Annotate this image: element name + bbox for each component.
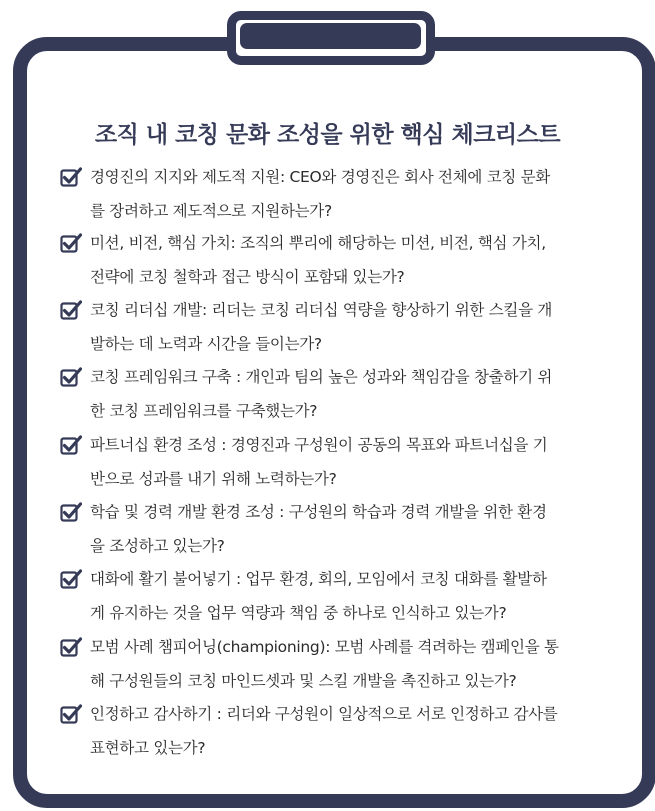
clipboard-clip-bar xyxy=(240,23,421,49)
checked-box-icon xyxy=(60,636,82,658)
checked-box-icon xyxy=(60,299,82,321)
checklist-item-text-line1: 경영진의 지지와 제도적 지원: CEO와 경영진은 회사 전체에 코칭 문화 xyxy=(90,168,550,186)
checklist-item-text-line1: 인정하고 감사하기 : 리더와 구성원이 일상적으로 서로 인정하고 감사를 xyxy=(90,705,558,723)
checked-box-icon xyxy=(60,166,82,188)
checked-box-icon xyxy=(60,434,82,456)
checklist-item-text-line2: 를 장려하고 제도적으로 지원하는가? xyxy=(90,202,332,220)
checklist-item-text-line2: 해 구성원들의 코칭 마인드셋과 및 스킬 개발을 촉진하고 있는가? xyxy=(90,672,517,690)
checklist-item-text-line2: 표현하고 있는가? xyxy=(90,739,206,757)
checked-box-icon xyxy=(60,232,82,254)
checklist-item xyxy=(60,360,600,428)
page-title: 조직 내 코칭 문화 조성을 위한 핵심 체크리스트 xyxy=(94,122,561,148)
checklist-item-text-line1: 학습 및 경력 개발 환경 조성 : 구성원의 학습과 경력 개발을 위한 환경 xyxy=(90,503,547,521)
checklist-item xyxy=(60,697,600,765)
checklist-item-text-line1: 코칭 리더십 개발: 리더는 코칭 리더십 역량을 향상하기 위한 스킬을 개 xyxy=(90,301,553,319)
checklist-item-text-line2: 한 코칭 프레임워크를 구축했는가? xyxy=(90,402,318,420)
checklist-item-text-line2: 을 조성하고 있는가? xyxy=(90,537,225,555)
checked-box-icon xyxy=(60,703,82,725)
checklist-item-text-line2: 반으로 성과를 내기 위해 노력하는가? xyxy=(90,470,337,488)
checklist-item-text-line1: 파트너십 환경 조성 : 경영진과 구성원이 공동의 목표와 파트너십을 기 xyxy=(90,436,548,454)
checklist-item-text-line2: 게 유지하는 것을 업무 역량과 책임 중 하나로 인식하고 있는가? xyxy=(90,604,507,622)
checklist-item-text-line1: 대화에 활기 불어넣기 : 업무 환경, 회의, 모임에서 코칭 대화를 활발하 xyxy=(90,570,547,588)
checked-box-icon xyxy=(60,568,82,590)
checklist-item xyxy=(60,495,600,563)
checklist-item-text-line1: 모범 사례 챔피어닝(championing): 모범 사례를 격려하는 캠페인을 통 xyxy=(90,638,559,656)
checklist-item-text-line2: 전략에 코칭 철학과 접근 방식이 포함돼 있는가? xyxy=(90,268,405,286)
checklist-item xyxy=(60,428,600,496)
checked-box-icon xyxy=(60,501,82,523)
checklist-item xyxy=(60,630,600,698)
checked-box-icon xyxy=(60,366,82,388)
checklist-item xyxy=(60,562,600,630)
checklist-item-text-line1: 코칭 프레임워크 구축 : 개인과 팀의 높은 성과와 책임감을 창출하기 위 xyxy=(90,368,553,386)
checklist-item xyxy=(60,293,600,361)
checklist-item-text-line2: 발하는 데 노력과 시간을 들이는가? xyxy=(90,335,322,353)
checklist-item-text-line1: 미션, 비전, 핵심 가치: 조직의 뿌리에 해당하는 미션, 비전, 핵심 가치, xyxy=(90,234,546,252)
checklist-item xyxy=(60,160,600,228)
checklist-item xyxy=(60,226,600,294)
